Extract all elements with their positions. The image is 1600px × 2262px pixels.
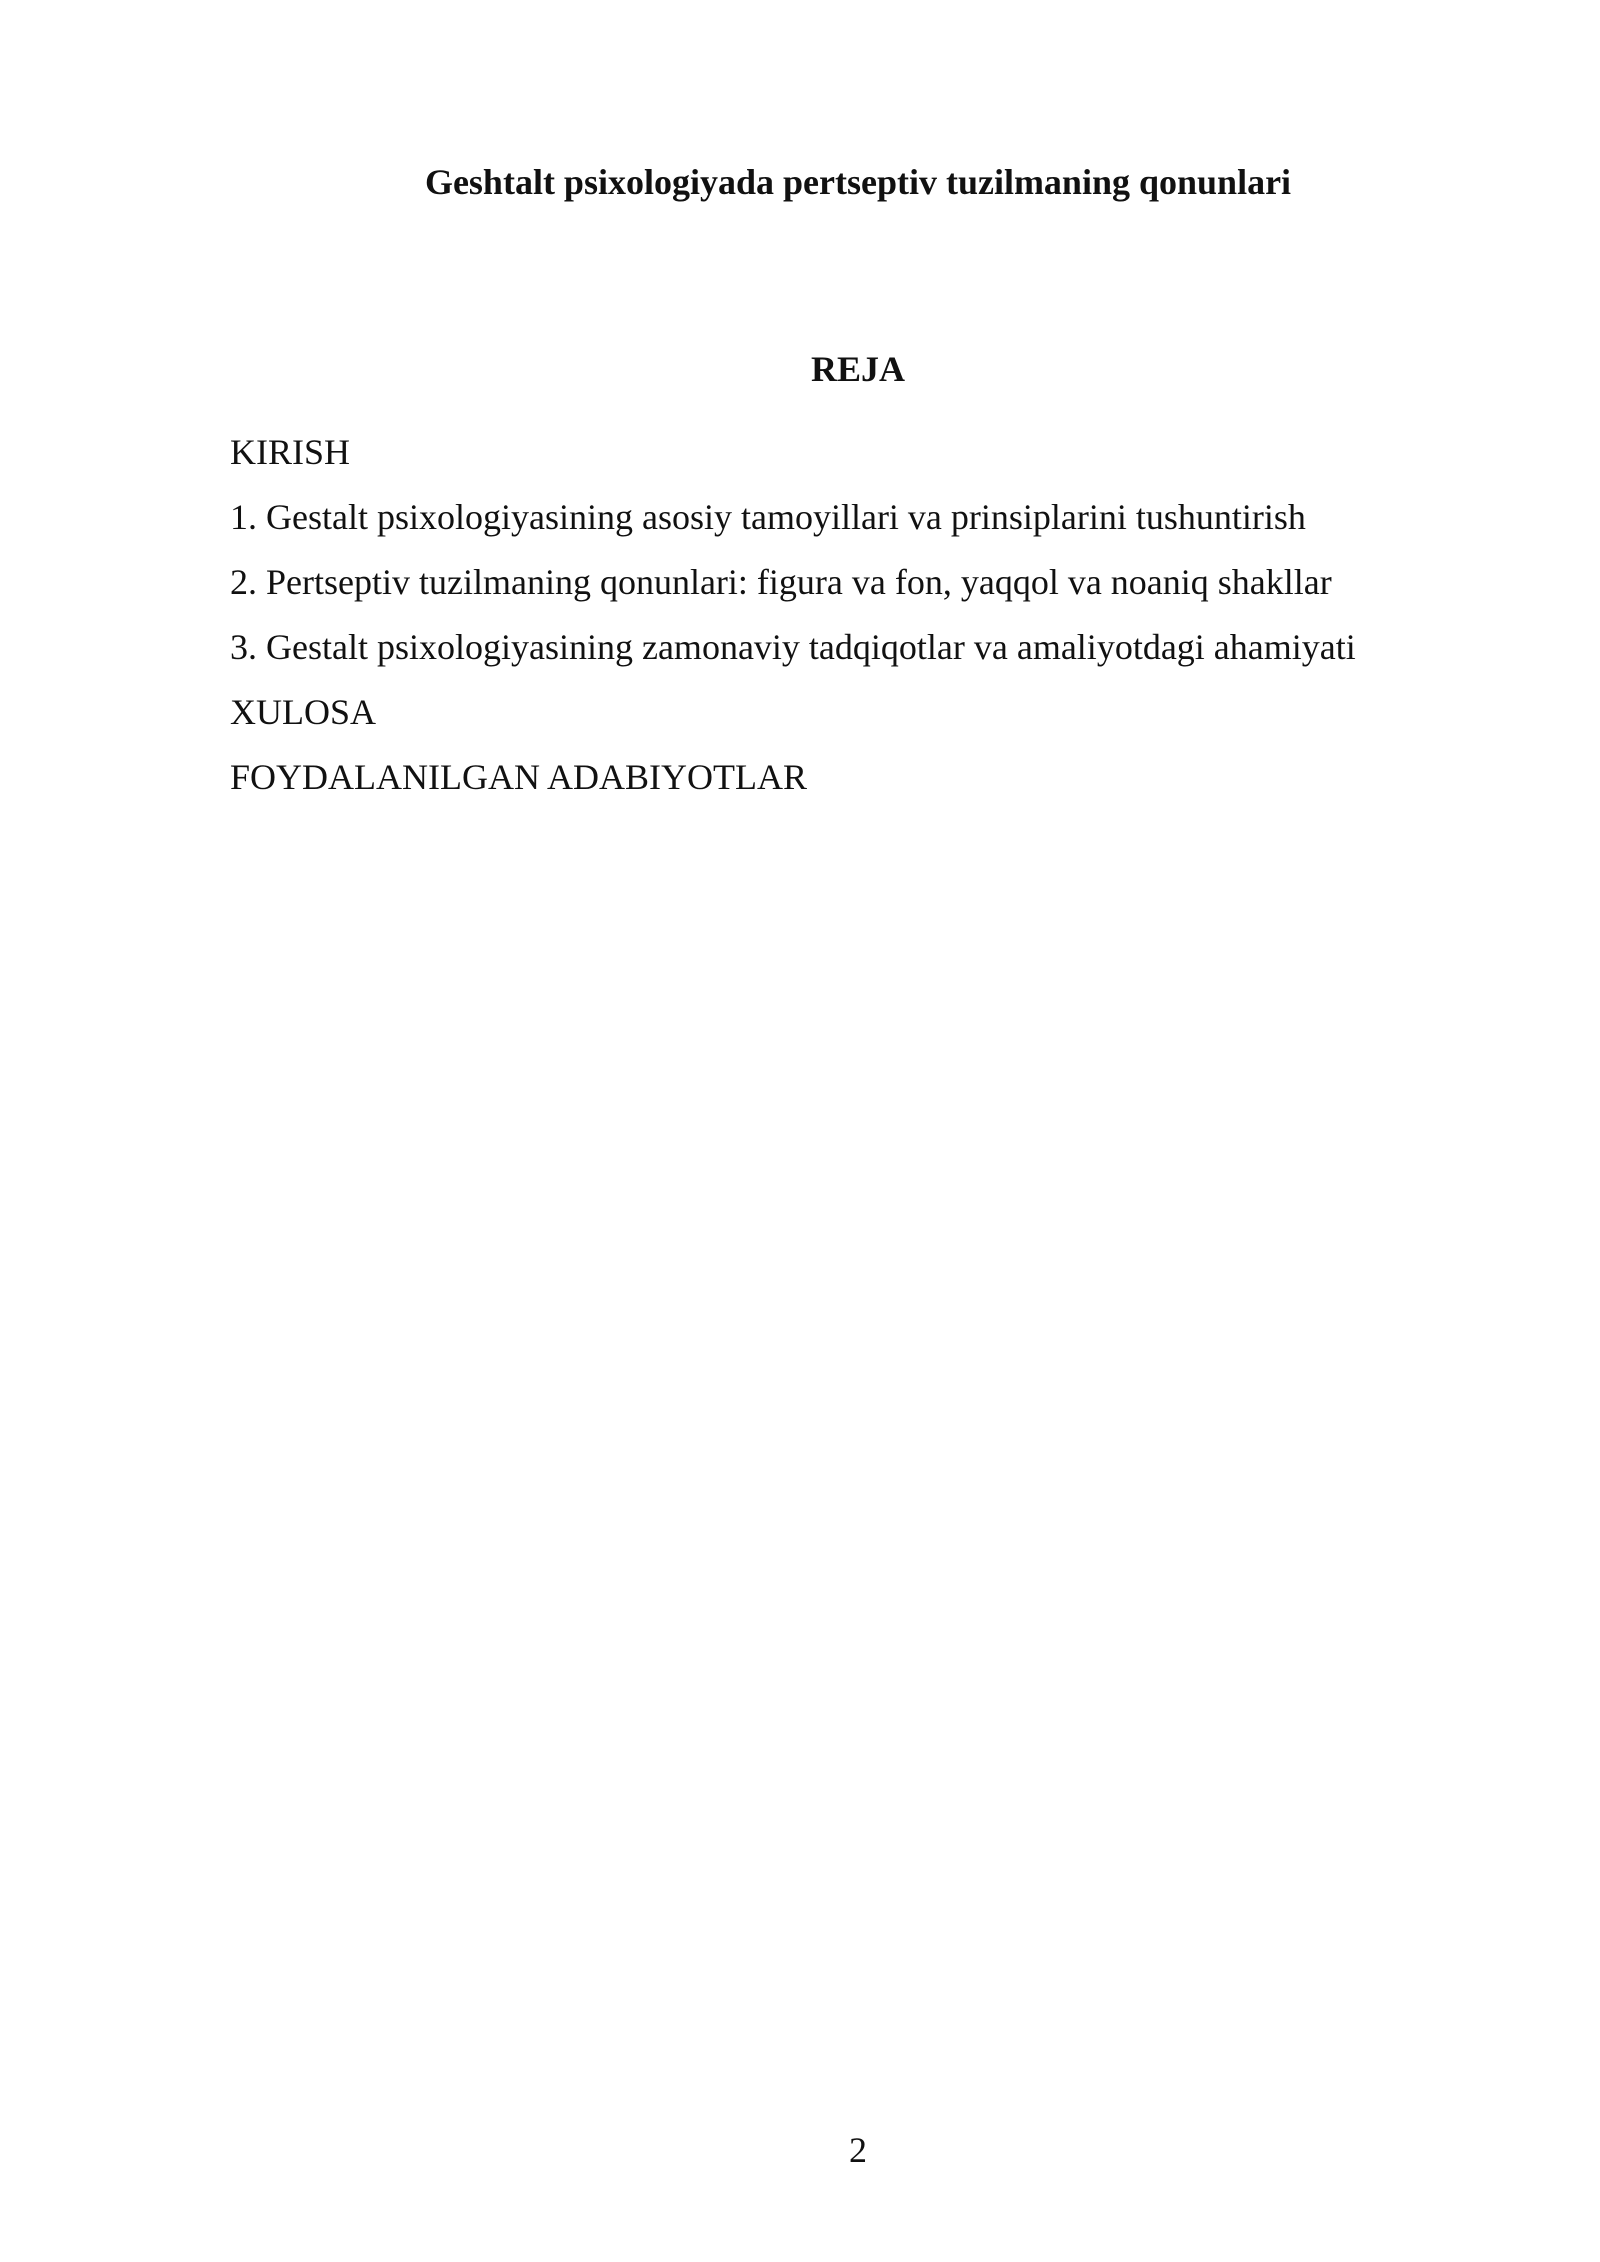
document-title: Geshtalt psixologiyada pertseptiv tuzilmaning qonunlari bbox=[424, 162, 1292, 202]
plan-item-2: 2. Pertseptiv tuzilmaning qonunlari: figura va fon, yaqqol va noaniq shakllar bbox=[230, 562, 1332, 602]
plan-item-1: 1. Gestalt psixologiyasining asosiy tamoyillari va prinsiplarini tushuntirish bbox=[230, 497, 1306, 537]
plan-list bbox=[230, 420, 1356, 810]
plan-item-introduction: KIRISH bbox=[230, 432, 351, 472]
plan-heading: REJA bbox=[810, 349, 905, 389]
plan-item-conclusion: XULOSA bbox=[230, 692, 377, 732]
plan-item-3: 3. Gestalt psixologiyasining zamonaviy tadqiqotlar va amaliyotdagi ahamiyati bbox=[230, 627, 1356, 667]
plan-item-references: FOYDALANILGAN ADABIYOTLAR bbox=[230, 757, 807, 797]
page-number: 2 bbox=[849, 2130, 867, 2170]
